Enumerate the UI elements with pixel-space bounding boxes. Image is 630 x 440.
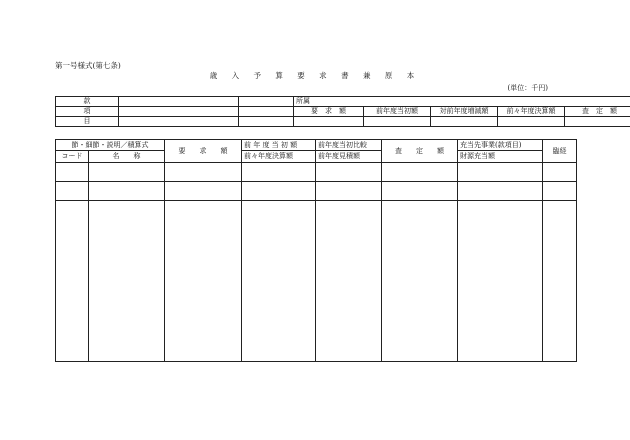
hikaku-cell[interactable]: [316, 163, 382, 182]
document-title: 歳 入 予 算 要 求 書 兼 原 本: [209, 71, 421, 80]
col-satei: 査 定 額: [565, 107, 630, 117]
youkyu-cell[interactable]: [165, 201, 242, 362]
unit-label: (単位：千円): [507, 84, 548, 92]
table-row: [56, 163, 577, 182]
header-zenzen: 前々年度決算額: [242, 151, 316, 163]
header-youkyu: 要 求 額: [165, 140, 242, 163]
detail-table: [55, 139, 577, 362]
col-zougen: 対前年度増減額: [431, 107, 498, 117]
table-row: [56, 182, 577, 201]
hikaku-cell[interactable]: [316, 201, 382, 362]
kou-value-cell-2[interactable]: [239, 107, 294, 117]
name-cell[interactable]: [89, 182, 165, 201]
name-cell[interactable]: [89, 201, 165, 362]
kan-value-cell-2[interactable]: [239, 97, 294, 107]
label-kan: 款: [56, 97, 119, 107]
satei-cell[interactable]: [382, 182, 458, 201]
header-zaigen: 財源充当額: [458, 151, 543, 163]
satei-cell[interactable]: [382, 163, 458, 182]
code-cell[interactable]: [56, 201, 89, 362]
header-hikaku: 前年度当初比較: [316, 140, 382, 151]
label-moku: 目: [56, 117, 119, 127]
zennendo-cell[interactable]: [242, 201, 316, 362]
col-youkyu: 要 求 額: [294, 107, 364, 117]
header-rinkei: 臨経: [543, 140, 577, 163]
header-jutou: 充当先事業(款項目): [458, 140, 543, 151]
header-setsu: 節・細節・説明／積算式: [56, 140, 165, 151]
youkyu-cell[interactable]: [165, 163, 242, 182]
zougen-amount-cell[interactable]: [431, 117, 498, 127]
kessan-amount-cell[interactable]: [498, 117, 565, 127]
col-kessan: 前々年度決算額: [498, 107, 565, 117]
table-row: [56, 117, 630, 127]
header-satei: 査 定 額: [382, 140, 458, 163]
satei-cell[interactable]: [382, 201, 458, 362]
classification-table: [55, 96, 630, 127]
kan-value-cell[interactable]: [119, 97, 239, 107]
name-cell[interactable]: [89, 163, 165, 182]
label-kou: 項: [56, 107, 119, 117]
moku-value-cell[interactable]: [119, 117, 239, 127]
table-row: [56, 97, 630, 107]
header-row: [56, 140, 577, 151]
header-row: [56, 151, 577, 163]
rinkei-cell[interactable]: [543, 182, 577, 201]
jutou-cell[interactable]: [458, 201, 543, 362]
moku-value-cell-2[interactable]: [239, 117, 294, 127]
youkyu-amount-cell[interactable]: [294, 117, 364, 127]
jutou-cell[interactable]: [458, 182, 543, 201]
rinkei-cell[interactable]: [543, 163, 577, 182]
header-code: コード: [56, 151, 89, 163]
form-number: 第一号様式(第七条): [55, 61, 121, 70]
table-row: [56, 201, 577, 362]
shozoku-label: 所属: [294, 97, 630, 107]
hikaku-cell[interactable]: [316, 182, 382, 201]
kou-value-cell[interactable]: [119, 107, 239, 117]
satei-amount-cell[interactable]: [565, 117, 630, 127]
zennendo-cell[interactable]: [242, 182, 316, 201]
header-name: 名 称: [89, 151, 165, 163]
jutou-cell[interactable]: [458, 163, 543, 182]
zennendo-cell[interactable]: [242, 163, 316, 182]
rinkei-cell[interactable]: [543, 201, 577, 362]
col-zennendo: 前年度当初額: [364, 107, 431, 117]
header-zennendo: 前 年 度 当 初 額: [242, 140, 316, 151]
code-cell[interactable]: [56, 163, 89, 182]
youkyu-cell[interactable]: [165, 182, 242, 201]
header-mitsumori: 前年度見積額: [316, 151, 382, 163]
code-cell[interactable]: [56, 182, 89, 201]
zennendo-amount-cell[interactable]: [364, 117, 431, 127]
table-row: [56, 107, 630, 117]
